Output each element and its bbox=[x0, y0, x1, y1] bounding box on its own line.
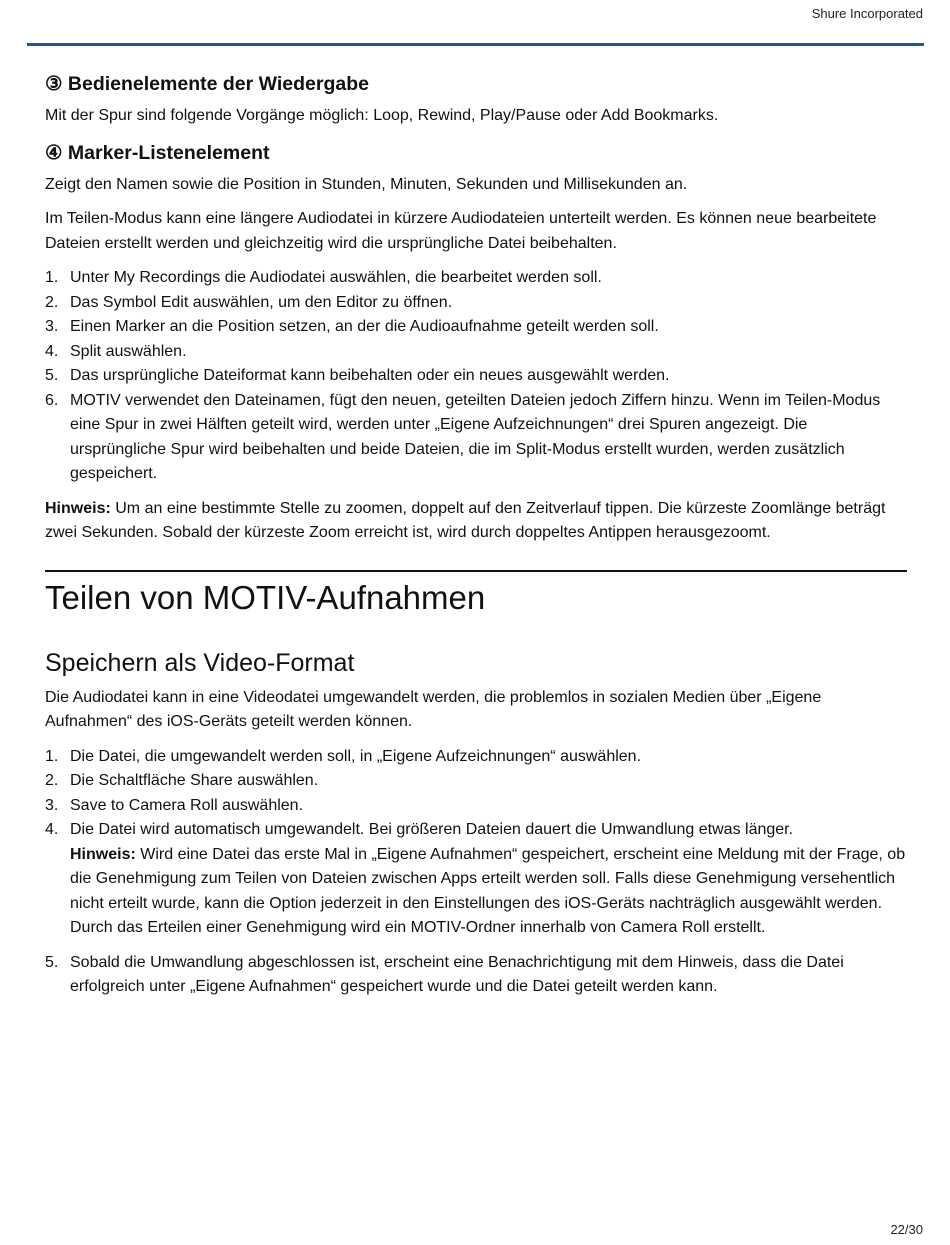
list-item-text: Die Schaltfläche Share auswählen. bbox=[70, 772, 319, 789]
list-item bbox=[45, 291, 907, 316]
list-item bbox=[45, 389, 907, 487]
zoom-note bbox=[45, 497, 907, 546]
list-item bbox=[45, 794, 907, 819]
playback-controls-text: Mit der Spur sind folgende Vorgänge möglich: Loop, Rewind, Play/Pause oder Add Bookmarks. bbox=[45, 107, 719, 124]
marker-list-text: Zeigt den Namen sowie die Position in Stunden, Minuten, Sekunden und Millisekunden an. bbox=[45, 175, 688, 193]
video-steps-list bbox=[45, 745, 907, 1000]
list-item bbox=[45, 745, 907, 770]
list-item-text: Die Datei wird automatisch umgewandelt. Bei größeren Dateien dauert die Umwandlung etwas länger. bbox=[70, 821, 794, 838]
list-number: 4. bbox=[45, 821, 59, 838]
note-label: Hinweis: bbox=[70, 845, 136, 863]
video-format-intro: Die Audiodatei kann in eine Videodatei umgewandelt werden, die problemlos in sozialen Medien über „Eigene Aufnahmen“ des iOS-Geräts geteilt werden können. bbox=[45, 688, 822, 730]
header-company: Shure Incorporated bbox=[811, 6, 923, 21]
list-number: 6. bbox=[45, 391, 59, 409]
list-number: 5. bbox=[45, 367, 59, 384]
list-item-text: Die Datei, die umgewandelt werden soll, in „Eigene Aufzeichnungen“ auswählen. bbox=[70, 747, 642, 765]
note-label: Hinweis: bbox=[45, 499, 111, 517]
list-item-text: Das Symbol Edit auswählen, um den Editor zu öffnen. bbox=[70, 293, 453, 311]
list-item bbox=[45, 769, 907, 794]
list-item-text: Split auswählen. bbox=[70, 342, 187, 360]
list-item-text: Sobald die Umwandlung abgeschlossen ist, erscheint eine Benachrichtigung mit dem Hinweis, dass die Datei erfolgreich unter „Eigene Aufnahmen“ gespeichert wurde und die Datei geteilt werden kann. bbox=[70, 953, 844, 995]
split-mode-intro: Im Teilen-Modus kann eine längere Audiodatei in kürzere Audiodateien unterteilt werden. Es können neue bearbeitete Dateien erstellt werden und gleichzeitig wird die ursprüngliche Datei beibehalten. bbox=[45, 210, 877, 252]
note-text: Wird eine Datei das erste Mal in „Eigene Aufnahmen“ gespeichert, erscheint eine Meldung mit der Frage, ob die Genehmigung zum Teilen von Dateien zwischen Apps erteilt werden soll. Falls diese Genehmigung versehentlich nicht erteilt wurde, kann die Option jederzeit in den Einstellungen des iOS-Geräts nachträglich ausgewählt werden. Durch das Erteilen einer Genehmigung wird ein MOTIV-Ordner innerhalb von Camera Roll erstellt. bbox=[70, 845, 906, 936]
list-number: 3. bbox=[45, 318, 59, 335]
page-number: 22/30 bbox=[890, 1222, 923, 1237]
note-text: Um an eine bestimmte Stelle zu zoomen, doppelt auf den Zeitverlauf tippen. Die kürzeste Zoomlänge beträgt zwei Sekunden. Sobald der kürzeste Zoom erreicht ist, wird durch doppeltes Antippen herausgezoomt. bbox=[45, 499, 886, 541]
list-number: 4. bbox=[45, 342, 59, 360]
list-number: 1. bbox=[45, 269, 59, 286]
marker-list-heading: ④ Marker-Listenelement bbox=[45, 141, 270, 164]
document-body bbox=[45, 70, 907, 1000]
list-number: 2. bbox=[45, 293, 59, 311]
list-number: 2. bbox=[45, 772, 59, 789]
section-subtitle: Speichern als Video-Format bbox=[45, 648, 355, 677]
list-item bbox=[45, 266, 907, 291]
split-steps-list bbox=[45, 266, 907, 487]
list-item-text: Save to Camera Roll auswählen. bbox=[70, 796, 304, 814]
list-number: 1. bbox=[45, 747, 59, 765]
list-item-text: Unter My Recordings die Audiodatei auswählen, die bearbeitet werden soll. bbox=[70, 269, 602, 286]
list-item bbox=[45, 340, 907, 365]
list-item bbox=[45, 364, 907, 389]
list-item bbox=[45, 951, 907, 1000]
page-title: Teilen von MOTIV-Aufnahmen bbox=[45, 578, 486, 616]
playback-controls-heading: ③ Bedienelemente der Wiedergabe bbox=[45, 73, 369, 95]
section-divider bbox=[45, 570, 907, 572]
list-item-text: Das ursprüngliche Dateiformat kann beibehalten oder ein neues ausgewählt werden. bbox=[70, 367, 670, 384]
list-item bbox=[45, 315, 907, 340]
header-divider bbox=[27, 43, 924, 46]
list-item bbox=[45, 818, 907, 941]
list-item-text: Einen Marker an die Position setzen, an der die Audioaufnahme geteilt werden soll. bbox=[70, 318, 659, 335]
list-number: 3. bbox=[45, 796, 59, 814]
list-item-text: MOTIV verwendet den Dateinamen, fügt den neuen, geteilten Dateien jedoch Ziffern hinzu. Wenn im Teilen-Modus eine Spur in zwei Hälften geteilt wird, werden unter „Eigene Aufzeichnungen“ drei Spuren angezeigt. Die ursprüngliche Spur wird beibehalten und beide Dateien, die im Split-Modus erstellt wurden, werden zusätzlich gespeichert. bbox=[70, 391, 881, 482]
list-number: 5. bbox=[45, 953, 59, 971]
